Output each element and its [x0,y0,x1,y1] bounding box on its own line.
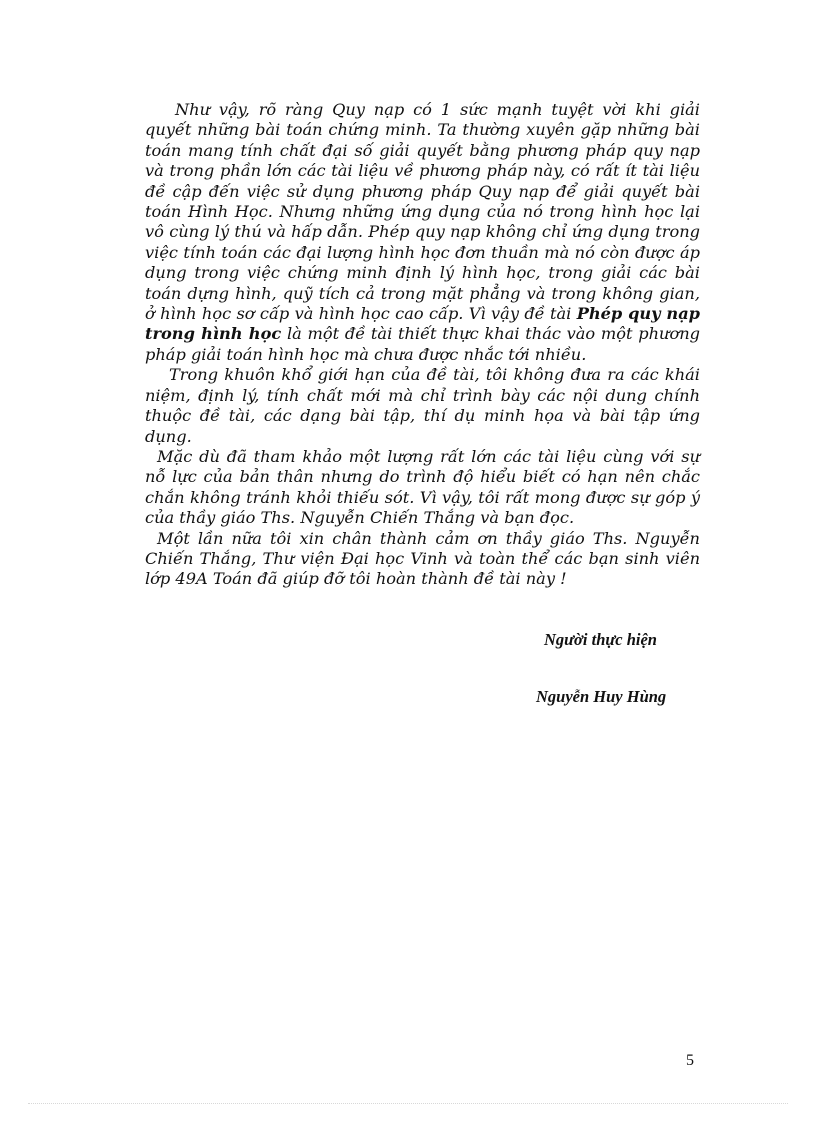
paragraph-2: Trong khuôn khổ giới hạn của đề tài, tôi không đưa ra các khái niệm, định lý, tính chất mới mà chỉ trình bày các nội dung chính thuộc đề tài, các dạng bài tập, thí dụ minh họa và bài tập ứng dụng. [145,365,700,446]
body-text [145,100,700,590]
page-bottom-divider [28,1103,788,1104]
paragraph-1 [145,100,700,365]
paragraph-3: Mặc dù đã tham khảo một lượng rất lớn các tài liệu cùng với sự nỗ lực của bản thân nhưng do trình độ hiểu biết có hạn nên chắc chắn không tránh khỏi thiếu sót. Vì vậy, tôi rất mong được sự góp ý của thầy giáo Ths. Nguyễn Chiến Thắng và bạn đọc. [145,446,700,528]
page-number: 5 [686,1052,694,1069]
signature-name: Nguyễn Huy Hùng [536,687,667,706]
signature-role: Người thực hiện [544,630,657,649]
paragraph-4: Một lần nữa tôi xin chân thành cảm ơn thầy giáo Ths. Nguyễn Chiến Thắng, Thư viện Đại học Vinh và toàn thể các bạn sinh viên lớp 49A Toán đã giúp đỡ tôi hoàn thành đề tài này ! [145,528,700,589]
paragraph-1-text-start: Như vậy, rõ ràng Quy nạp có 1 sức mạnh tuyệt vời khi giải quyết những bài toán chứng minh. Ta thường xuyên gặp những bài toán mang tính chất đại số giải quyết bằng phương pháp quy nạp và trong phần lớn các tài liệu về phương pháp này, có rất ít tài liệu đề cập đến việc sử dụng phương pháp Quy nạp để giải quyết bài toán Hình Học. Nhưng những ứng dụng của nó trong hình học lại vô cùng lý thú và hấp dẫn. Phép quy nạp không chỉ ứng dụng trong việc tính toán các đại lượng hình học đơn thuần mà nó còn được áp dụng trong việc chứng minh định lý hình học, trong giải các bài toán dựng hình, quỹ tích cả trong mặt phẳng và trong không gian, ở hình học sơ cấp và hình học cao cấp. Vì vậy đề tài [145,100,700,324]
topic-title-emphasis: Phép quy nạp trong hình học [145,304,701,344]
paragraph-1-text-end: là một đề tài thiết thực khai thác vào một phương pháp giải toán hình học mà chưa được nhắc tới nhiều. [145,324,701,364]
